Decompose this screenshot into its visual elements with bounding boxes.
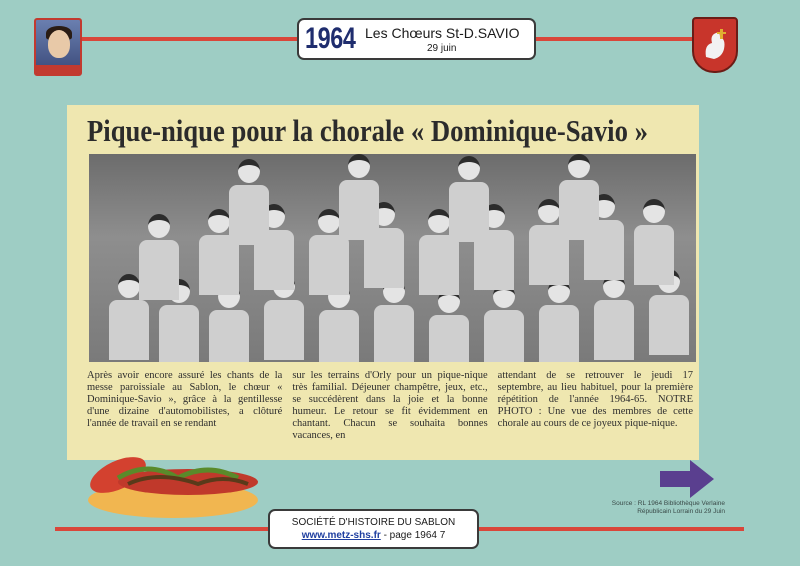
source-line-1: Source : RL 1964 Bibliothèque Verlaine [611, 500, 725, 507]
header-title-box [297, 18, 536, 60]
next-arrow-icon[interactable] [660, 460, 714, 498]
clipping-column-3: attendant de se retrouver le jeudi 17 septembre, au lieu habituel, pour la première répétition de l'année 1964-65. NOTRE PHOTO : Une vue des membres de cette chorale au cours de ce joyeux pique-nique. [497, 370, 693, 429]
source-line-2: Républicain Lorrain du 29 Juin [637, 508, 725, 515]
newspaper-clipping [67, 105, 699, 460]
clipping-headline: Pique-nique pour la chorale « Dominique-Savio » [87, 113, 648, 148]
hotdog-icon [78, 450, 268, 520]
bottom-rule-left [55, 527, 268, 531]
header-year: 1964 [305, 22, 356, 55]
source-note [575, 500, 725, 516]
footer-website-link[interactable]: www.metz-shs.fr [301, 530, 381, 541]
header-date: 29 juin [427, 43, 457, 54]
footer-box [268, 509, 479, 549]
coat-of-arms-icon [692, 17, 738, 73]
clipping-column-1: Après avoir encore assuré les chants de la messe paroissiale au Sablon, le chœur « Dominique-Savio », grâce à la gentillesse d'une dizaine d'automobilistes, a clôturé l'année de travail en se rendant [87, 370, 283, 429]
group-photo [89, 154, 696, 362]
bottom-rule-right [479, 527, 744, 531]
footer-society: SOCIÉTÉ D'HISTOIRE DU SABLON [291, 517, 456, 528]
footer-page-number: - page 1964 7 [380, 530, 446, 541]
clipping-text [87, 370, 693, 458]
footer-page-info [270, 530, 477, 541]
header-title: Les Chœurs St-D.SAVIO [365, 25, 520, 41]
clipping-column-2: sur les terrains d'Orly pour un pique-nique très familial. Déjeuner champêtre, jeux, etc., se succédèrent dans la joie et la bonne humeur. Le retour se fit évidemment en chantant. Chacun se souhaita bonnes vacances, en [292, 370, 488, 441]
top-rule-right [536, 37, 692, 41]
portrait-image [34, 18, 82, 76]
top-rule-left [82, 37, 297, 41]
